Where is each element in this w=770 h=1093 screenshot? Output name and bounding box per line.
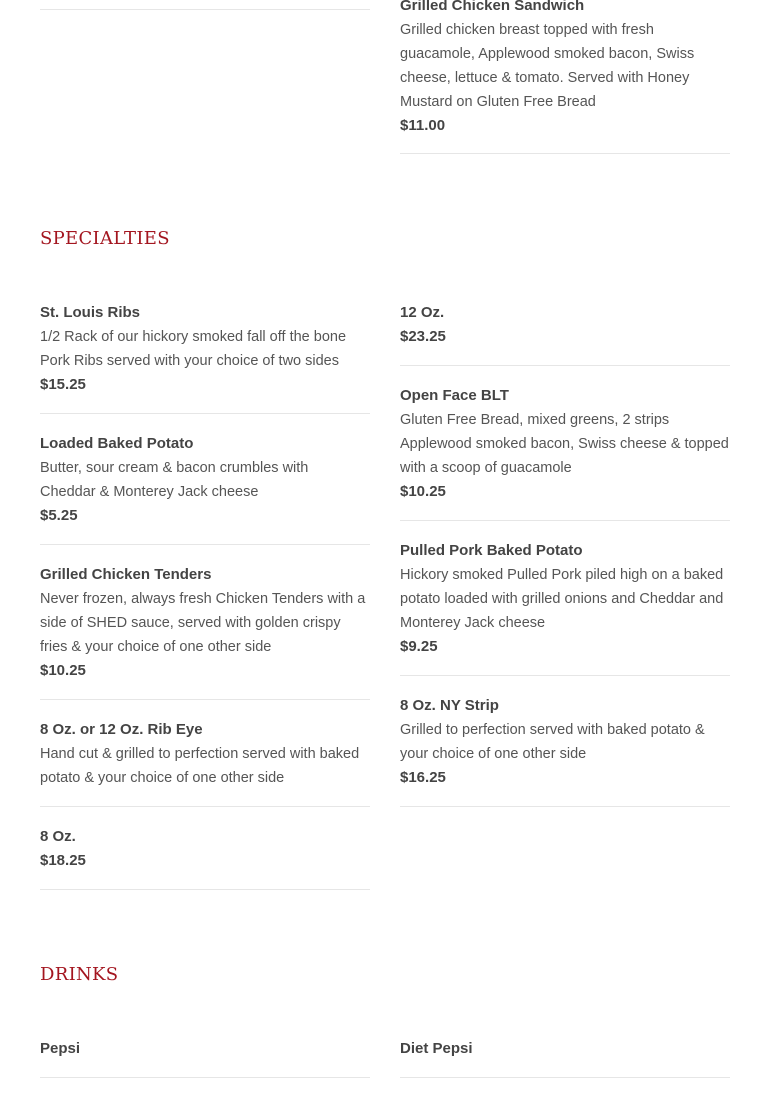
section-title-drinks: DRINKS	[40, 964, 119, 985]
divider	[400, 675, 730, 676]
divider	[40, 889, 370, 890]
divider	[400, 806, 730, 807]
item-name: Grilled Chicken Sandwich	[400, 0, 585, 14]
item-price: $9.25	[400, 638, 438, 655]
item-name: Diet Pepsi	[400, 1040, 473, 1057]
item-name: Loaded Baked Potato	[40, 435, 194, 452]
item-name: 8 Oz. or 12 Oz. Rib Eye	[40, 721, 203, 738]
menu-item-rib-eye	[40, 718, 370, 790]
item-description: Hand cut & grilled to perfection served with baked potato & your choice of one other side	[40, 746, 360, 786]
menu-item-pepsi	[40, 1037, 370, 1061]
item-name: St. Louis Ribs	[40, 304, 141, 321]
menu-item-ny-strip	[400, 694, 730, 790]
menu-item-12-oz	[400, 301, 730, 349]
divider	[400, 520, 730, 521]
item-price: $11.00	[400, 117, 446, 134]
item-price: $10.25	[40, 662, 86, 679]
menu-item-8-oz	[40, 825, 370, 873]
menu-item-grilled-chicken-sandwich	[400, 0, 730, 138]
item-name: 8 Oz. NY Strip	[400, 697, 499, 714]
menu-item-loaded-baked-potato	[40, 432, 370, 528]
item-name: 8 Oz.	[40, 828, 76, 845]
section-title-specialties: SPECIALTIES	[40, 228, 170, 249]
divider	[40, 9, 370, 10]
item-price: $15.25	[40, 376, 86, 393]
item-description: Butter, sour cream & bacon crumbles with Cheddar & Monterey Jack cheese	[40, 460, 309, 500]
item-name: Pepsi	[40, 1040, 81, 1057]
item-description: Hickory smoked Pulled Pork piled high on a baked potato loaded with grilled onions and Cheddar and Monterey Jack cheese	[400, 567, 724, 631]
item-price: $16.25	[400, 769, 446, 786]
item-description: Grilled to perfection served with baked potato & your choice of one other side	[400, 722, 705, 762]
item-price: $5.25	[40, 507, 78, 524]
item-price: $18.25	[40, 852, 86, 869]
menu-item-grilled-chicken-tenders	[40, 563, 370, 683]
menu-item-pulled-pork-baked-potato	[400, 539, 730, 659]
divider	[40, 806, 370, 807]
divider	[40, 413, 370, 414]
item-description: 1/2 Rack of our hickory smoked fall off the bone Pork Ribs served with your choice of two sides	[40, 329, 347, 369]
item-name: Pulled Pork Baked Potato	[400, 542, 583, 559]
divider	[400, 1077, 730, 1078]
item-name: Open Face BLT	[400, 387, 509, 404]
divider	[40, 699, 370, 700]
item-name: Grilled Chicken Tenders	[40, 566, 212, 583]
divider	[400, 365, 730, 366]
divider	[40, 1077, 370, 1078]
menu-item-open-face-blt	[400, 384, 730, 504]
menu-item-diet-pepsi	[400, 1037, 730, 1061]
item-price: $10.25	[400, 483, 446, 500]
menu-item-st-louis-ribs	[40, 301, 370, 397]
item-description: Grilled chicken breast topped with fresh guacamole, Applewood smoked bacon, Swiss cheese, lettuce & tomato. Served with Honey Mustard on Gluten Free Bread	[400, 22, 695, 110]
item-description: Never frozen, always fresh Chicken Tenders with a side of SHED sauce, served with golden crispy fries & your choice of one other side	[40, 591, 366, 655]
item-price: $23.25	[400, 328, 446, 345]
item-name: 12 Oz.	[400, 304, 445, 321]
item-description: Gluten Free Bread, mixed greens, 2 strips Applewood smoked bacon, Swiss cheese & topped with a scoop of guacamole	[400, 412, 729, 476]
divider	[40, 544, 370, 545]
divider	[400, 153, 730, 154]
